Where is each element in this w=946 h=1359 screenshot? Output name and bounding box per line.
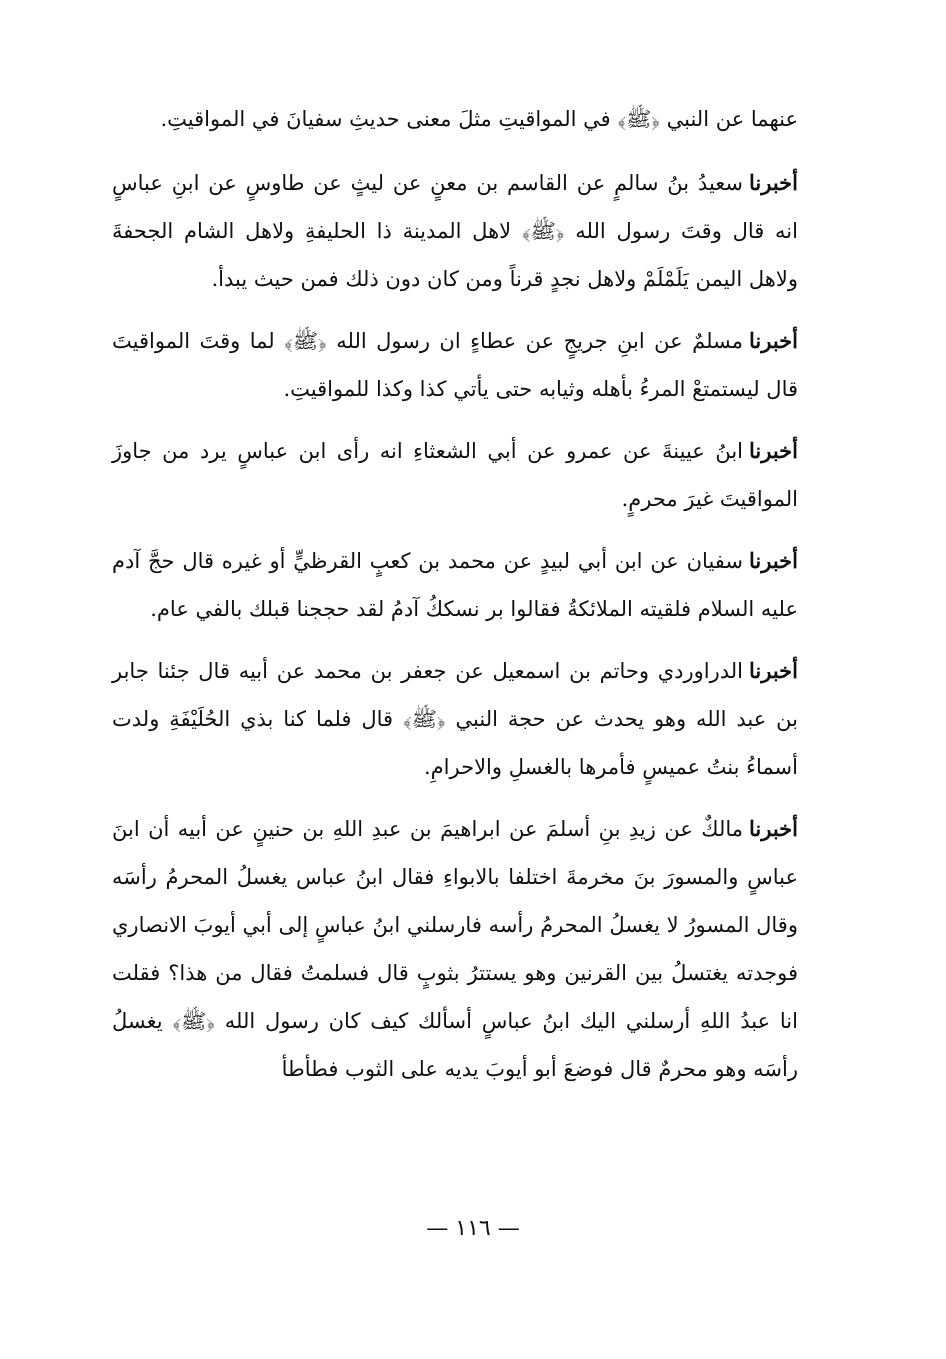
narration-keyword: أخبرنا bbox=[749, 658, 798, 683]
hadith-paragraph-4 bbox=[112, 537, 798, 633]
page-number: — ١١٦ — bbox=[426, 1216, 520, 1241]
hadith-paragraph-2 bbox=[112, 317, 798, 413]
narration-keyword: أخبرنا bbox=[749, 816, 798, 841]
hadith-paragraph-5 bbox=[112, 647, 798, 791]
hadith-text: الدراوردي وحاتم بن اسمعيل عن جعفر بن محمد عن أبيه قال جئنا جابر بن عبد الله وهو يحدث عن حجة النبي ﴿ﷺ﴾ قال فلما كنا بذي الحُلَيْفَةِ ولدت أسماءُ بنتُ عميسٍ فأمرها بالغسلِ والاحرامِ. bbox=[112, 659, 798, 779]
hadith-paragraph-1 bbox=[112, 159, 798, 303]
hadith-text: ابنُ عيينةَ عن عمرو عن أبي الشعثاءِ انه رأى ابن عباسٍ يرد من جاوزَ المواقيتَ غيرَ محرمٍ. bbox=[112, 439, 798, 511]
hadith-paragraph-3 bbox=[112, 427, 798, 523]
hadith-text: سفيان عن ابن أبي لبيدٍ عن محمد بن كعبٍ القرظيٍّ أو غيره قال حجَّ آدم عليه السلام فلقيته الملائكةُ فقالوا بر نسككُ آدمُ لقد حججنا قبلك بالفي عام. bbox=[112, 549, 798, 621]
narration-keyword: أخبرنا bbox=[749, 328, 798, 353]
opening-line: عنهما عن النبي ﴿ﷺ﴾ في المواقيتِ مثلَ معنى حديثِ سفيانَ في المواقيتِ. bbox=[160, 107, 798, 131]
narration-keyword: أخبرنا bbox=[749, 170, 798, 195]
hadith-text: مسلمٌ عن ابنِ جريجٍ عن عطاءٍ ان رسول الله ﴿ﷺ﴾ لما وقتَ المواقيتَ قال ليستمتعْ المرءُ بأهله وثيابه حتى يأتي كذا وكذا للمواقيتِ. bbox=[112, 329, 798, 401]
hadith-paragraph-6 bbox=[112, 805, 798, 1093]
narration-keyword: أخبرنا bbox=[749, 548, 798, 573]
hadith-text: سعيدُ بنُ سالمٍ عن القاسم بن معنٍ عن ليثٍ عن طاوسٍ عن ابنِ عباسٍ انه قال وقتَ رسول الله ﴿ﷺ﴾ لاهل المدينة ذا الحليفةِ ولاهل الشام الجحفةَ ولاهل اليمن يَلَمْلَمْ ولاهل نجدٍ قرناً ومن كان دون ذلك فمن حيث يبدأ. bbox=[112, 171, 798, 291]
hadith-text: مالكٌ عن زيدِ بنِ أسلمَ عن ابراهيمَ بن عبدِ اللهِ بن حنينٍ عن أبيه أن ابنَ عباسٍ والمسورَ بنَ مخرمةَ اختلفا بالابواءِ فقال ابنُ عباس يغسلُ المحرمُ رأسَه وقال المسورُ لا يغسلُ المحرمُ رأسه فارسلني ابنُ عباسٍ إلى أبي أيوبَ الانصاري فوجدته يغتسلُ بين القرنين وهو يستترُ بثوبٍ قال فسلمتُ فقال من هذا؟ فقلت انا عبدُ اللهِ أرسلني اليك ابنُ عباسٍ أسألك كيف كان رسول الله ﴿ﷺ﴾ يغسلُ رأسَه وهو محرمٌ قال فوضعَ أبو أيوبَ يديه على الثوب فطأطأ bbox=[112, 817, 798, 1081]
narration-keyword: أخبرنا bbox=[749, 438, 798, 463]
page-body bbox=[112, 95, 798, 1107]
